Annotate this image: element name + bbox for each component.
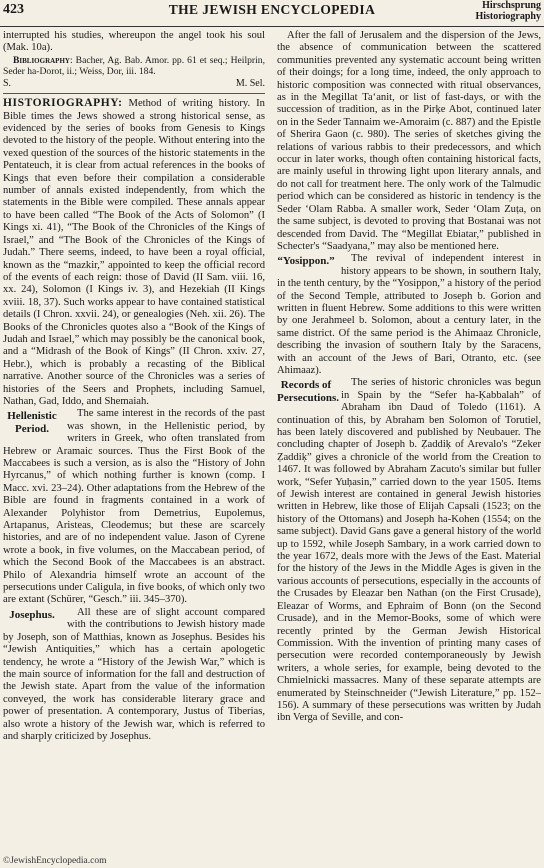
copyright-footer: ©JewishEncyclopedia.com <box>3 856 107 866</box>
running-title: THE JEWISH ENCYCLOPEDIA <box>168 2 376 17</box>
keyword-last: Historiography <box>475 11 541 22</box>
paragraph-bible-times: Method of writing history. In Bible times the Jews showed a strong historical sense, as evidenced by the series of books from Genesis to Kings devoted to the history of the people. Without entering into the vexed question of the sources of the historic statements in the Pentateuch, it is clear from actual references in the books of Kings that even before their compilation a considerable number of annals existed independently, from which the statements in the Bible were compiled. These annals appear to have been called “The Book of the Acts of Solomon” (I Kings xi. 41), “The Book of the Chronicles of the Kings of Israel,” and “The Book of the Chronicles of the Kings of Judah.” There seems, indeed, to have been a royal official, known as the “mazkir,” appointed to keep the official record of the events of each reign: those of David (II Sam. viii. 16, xx. 24), Solomon (I Kings iv. 3), and Hezekiah (II Kings xviii. 18, 37). Such works appear to have contained statistical details (I Chron. xxvii. 24), or genealogies (Neh. xii. 26). The Books of the Chronicles quotes also a “Book of the Kings of Judah and Israel,” which may possibly be the canonical book, and a “Midrash of the Book of Kings” (II Chron. xxiv. 27, Hebr.), which is probably a recasting of the Biblical narrative. Another source of the Chronicles was a series of histories of the Seers and Prophets, including Samuel, Nathan, Gad, Iddo, and Shemaiah. <box>3 98 265 407</box>
bibliography <box>3 55 265 77</box>
intro-text: interrupted his studies, whereupon the angel took his soul (Mak. 10a). <box>3 30 265 54</box>
paragraph-josephus-text: All these are of slight account compared with the contributions to Jewish history made by Joseph, son of Matthias, known as Josephus. Besides his “Jewish Antiquities,” which has a certain apologetic tendency, he wrote a “History of the Jewish War,” which is the main source of information for the fall and destruction of the Jewish state. Apart from the value of the information conveyed, the work has considerable literary grace and power of presentation. A contemporary, Justus of Tiberias, also wrote a history of the Jewish war, which is referred to and sharply criticized by Josephus. <box>3 606 265 742</box>
paragraph-chronicles <box>277 377 541 724</box>
paragraph-hellenistic-text: The same interest in the records of the past was shown, in the Hellenistic period, by writers in Greek, who often translated from Hebrew or Aramaic sources. Thus the First Book of the Maccabees is such a version, as is also the “History of John Hyrcanus,” of which nothing further is known (comp. I Macc. xvi. 23–24). Other adaptations from the Hebrew of the Bible are found in fragments contained in a work of Alexander Polyhistor from Demetrius, Eupolemus, Artapanus, Aristeas, Cleodemus; but these are scarcely histories, and are of no independent value. Jason of Cyrene wrote a book, in five volumes, on the Maccabean period, of which the Second Book of the Maccabees is an abstract. Philo of Alexandria himself wrote an account of the persecutions under Caligula, in five books, of which only two are extant (Schürer, “Gesch.” iii. 345–370). <box>3 408 265 606</box>
signature-author: M. Sel. <box>235 77 265 89</box>
article-heading: HISTORIOGRAPHY: <box>3 97 123 110</box>
running-keywords <box>475 0 541 22</box>
paragraph-yosippon <box>277 253 541 377</box>
right-column <box>277 30 541 852</box>
left-column <box>3 30 265 852</box>
page-number: 423 <box>3 2 24 17</box>
historiography-intro <box>3 97 265 408</box>
keyword-first: Hirschsprung <box>482 0 541 11</box>
margin-note-josephus: Josephus. <box>9 608 55 621</box>
paragraph-josephus <box>3 607 265 743</box>
paragraph-hellenistic <box>3 408 265 607</box>
article-divider <box>3 93 265 94</box>
bibliography-label: Bibliography <box>13 54 70 66</box>
margin-note-hellenistic: Hellenistic Period. <box>7 410 57 435</box>
margin-note-yosippon: “Yosippon.” <box>277 255 335 268</box>
author-signature <box>3 78 265 90</box>
paragraph-yosippon-text: The revival of independent interest in history appears to be shown, in southern Italy, in the tenth century, by the “Yosippon,” a history of the period of the Second Temple, attributed to Joseph b. Gorion and written in fluent Hebrew. Some additions to this were written by one Jerahmeel b. Solomon, about a century later, in the same district. Of the same period is the Ahimaaz Chronicle, describing the invasion of southern Italy by the Saracens, with an account of the Jews of Bari, Otranto, etc. (see Ahimaaz). <box>277 253 541 376</box>
page-header <box>0 0 544 27</box>
paragraph-chronicles-text: The series of historic chronicles was begun in Spain by the “Sefer ha-Ḳabbalah” of Abraham ibn Daud of Toledo (1161). A continuation of this, by Abraham ben Solomon of Torutiel, has been lately discovered and published by Neubauer. The concluding chapter of Joseph b. Ẓaddiḳ of Arevalo's “Zeker Ẓaddiḳ” gives a chronicle of the world from the Creation to 1467. It was followed by Abraham Zacuto's similar but fuller work, “Sefer Yuḥasin,” carried down to the year 1505. Items of Jewish interest are contained in general Jewish histories written in Hebrew, like those of Elijah Capsali (1523; on the history of the Ottomans) and Joseph ha-Kohen (1554; on the same subject). David Gans gave a general history of the world up to 1592, while Joseph Sambary, in a work carried down to the year 1672, deals more with the Jews of the East. Material for the history of the Jews in the Middle Ages is given in the various accounts of persecutions, especially in the accounts of the Crusades by Eleazar ben Nathan (on the First Crusade), Eleazar of Worms, and Ephraim of Bonn (on the Second Crusade), and in the Memor-Books, some of which were recently printed by the German Jewish Historical Commission. With the invention of printing many cases of persecution were recorded contemporaneously by Jewish writers, a whole series, for example, being devoted to the Chmielnicki massacres. Many of these separate attempts are enumerated by Steinschneider (“Jewish Literature,” pp. 152–156). A summary of these persecutions was written by Judah ibn Verga of Seville, and con- <box>277 377 541 724</box>
paragraph-dispersion: After the fall of Jerusalem and the dispersion of the Jews, the absence of communication between the scattered communities prevented any systematic account being written of their doings; for a long time, indeed, the only approach to historic composition was connected with ritual observances, as in the Megillat Ta‘anit, or list of fast-days, or with the succession of tradition, as in the Pirḳe Abot, continued later on in the Seder Tannaim we-Amoraim (c. 887) and the Epistle of Sherira Gaon (c. 980). The series of sketches giving the relations of various rabbis to their predecessors, and which occur in later works, though often containing historical facts, are mainly useful in throwing light upon literary annals, and do not call for treatment here. The only work of the Talmudic period which can be considered as historic in tendency is the Seder ‘Olam Rabba. A smaller work, Seder ‘Olam Zuṭa, on the same subject, is devoted to proving that Bostanai was not descended from David. The “Megillat Ebiatar,” published in Schecter's “Saadyana,” may also be mentioned here. <box>277 30 541 252</box>
signature-initial: S. <box>3 77 12 89</box>
bibliography-text: : Bacher, Ag. Bab. Amor. pp. 61 et seq.; Heilprin, Seder ha-Dorot, ii.; Weiss, Dor, iii. 184. <box>3 54 265 77</box>
margin-note-persecutions: Records of Persecutions. <box>277 379 340 404</box>
